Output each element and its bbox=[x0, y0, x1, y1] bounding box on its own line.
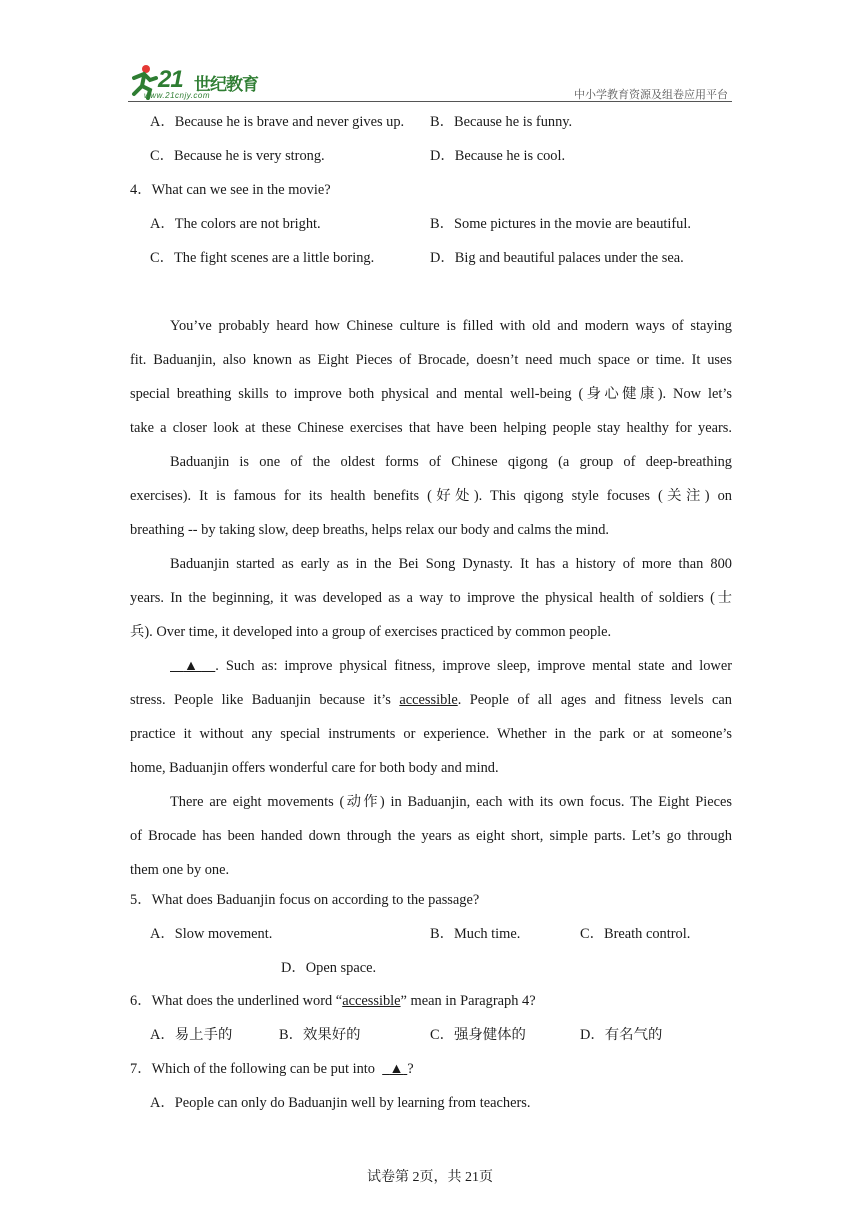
q6-stem bbox=[130, 991, 536, 1011]
logo-number: 21 bbox=[158, 66, 183, 93]
q5-option-d: D．Open space. bbox=[281, 960, 377, 976]
q4-option-d: D．Big and beautiful palaces under the sea. bbox=[430, 250, 684, 266]
p4-line-4: home, Baduanjin offers wonderful care for both body and mind. bbox=[130, 760, 499, 776]
platform-label: 中小学教育资源及组卷应用平台 bbox=[574, 88, 728, 101]
underlined-word-accessible: accessible bbox=[399, 692, 458, 708]
q4-stem: 4．What can we see in the movie? bbox=[130, 182, 331, 198]
p4-line-3: practice it without any special instruments or experience. Whether in the park or at someone’s bbox=[130, 726, 732, 742]
q4-option-b: B．Some pictures in the movie are beautiful. bbox=[430, 216, 691, 232]
q4-option-c: C．The fight scenes are a little boring. bbox=[150, 250, 375, 266]
p3-line-2: years. In the beginning, it was developed as a way to improve the physical health of soldiers (士 bbox=[130, 590, 732, 606]
p5-line-2: of Brocade has been handed down through the years as eight short, simple parts. Let’s go through bbox=[130, 828, 732, 844]
site-logo bbox=[128, 64, 268, 102]
p1-line-2: fit. Baduanjin, also known as Eight Pieces of Brocade, doesn’t need much space or time. It uses bbox=[130, 352, 732, 368]
logo-url: www.21cnjy.com bbox=[144, 91, 210, 100]
q5-stem: 5．What does Baduanjin focus on according to the passage? bbox=[130, 892, 480, 908]
logo-chinese-text: 世纪教育 bbox=[194, 75, 258, 95]
q6-option-d: D．有名气的 bbox=[580, 1027, 663, 1043]
q3-option-c: C．Because he is very strong. bbox=[150, 148, 325, 164]
q7-stem-post: ? bbox=[407, 1061, 414, 1077]
q6-stem-post: ” mean in Paragraph 4? bbox=[400, 993, 536, 1009]
header-divider bbox=[128, 101, 732, 102]
q3-option-a: A．Because he is brave and never gives up. bbox=[150, 114, 405, 130]
p1-line-1: You’ve probably heard how Chinese culture is filled with old and modern ways of staying bbox=[170, 318, 732, 334]
q4-option-a: A．The colors are not bright. bbox=[150, 216, 321, 232]
page-header bbox=[128, 60, 732, 104]
p4-line-1 bbox=[170, 656, 732, 676]
p4-line-2-post: . People of all ages and fitness levels can bbox=[457, 692, 732, 708]
q3-option-b: B．Because he is funny. bbox=[430, 114, 573, 130]
p2-line-1: Baduanjin is one of the oldest forms of Chinese qigong (a group of deep-breathing bbox=[170, 454, 732, 470]
q3-option-d: D．Because he is cool. bbox=[430, 148, 566, 164]
p4-line-1-text: . Such as: improve physical fitness, improve sleep, improve mental state and lower bbox=[215, 658, 732, 674]
q7-option-a: A．People can only do Baduanjin well by learning from teachers. bbox=[150, 1095, 531, 1111]
q5-option-b: B．Much time. bbox=[430, 926, 521, 942]
p2-line-3: breathing -- by taking slow, deep breaths, helps relax our body and calms the mind. bbox=[130, 522, 610, 538]
p1-line-4: take a closer look at these Chinese exercises that have been helping people stay healthy for years. bbox=[130, 420, 732, 436]
q7-stem bbox=[130, 1059, 414, 1079]
q6-stem-pre: 6．What does the underlined word “ bbox=[130, 993, 343, 1009]
p4-blank: ▲ bbox=[183, 658, 202, 674]
p4-line-2 bbox=[130, 690, 732, 710]
p2-line-2: exercises). It is famous for its health benefits (好处). This qigong style focuses (关注) on bbox=[130, 488, 732, 504]
p3-line-1: Baduanjin started as early as in the Bei Song Dynasty. It has a history of more than 800 bbox=[170, 556, 732, 572]
p5-line-1: There are eight movements (动作) in Baduanjin, each with its own focus. The Eight Pieces bbox=[170, 794, 732, 810]
p1-line-3: special breathing skills to improve both physical and mental well-being (身心健康). Now let’s bbox=[130, 386, 732, 402]
p4-line-2-pre: stress. People like Baduanjin because it’s bbox=[130, 692, 400, 708]
q6-underlined-word: accessible bbox=[342, 993, 401, 1009]
q7-stem-pre: 7．Which of the following can be put into bbox=[130, 1061, 379, 1077]
q6-option-a: A．易上手的 bbox=[150, 1027, 233, 1043]
p5-line-3: them one by one. bbox=[130, 862, 230, 878]
q5-option-c: C．Breath control. bbox=[580, 926, 691, 942]
q6-option-b: B．效果好的 bbox=[279, 1027, 361, 1043]
q5-option-a: A．Slow movement. bbox=[150, 926, 273, 942]
page-footer: 试卷第 2页，共 21页 bbox=[367, 1170, 493, 1185]
q6-option-c: C．强身健体的 bbox=[430, 1027, 526, 1043]
q7-blank: ▲ bbox=[389, 1061, 404, 1077]
p3-line-3: 兵). Over time, it developed into a group of exercises practiced by common people. bbox=[130, 624, 612, 640]
